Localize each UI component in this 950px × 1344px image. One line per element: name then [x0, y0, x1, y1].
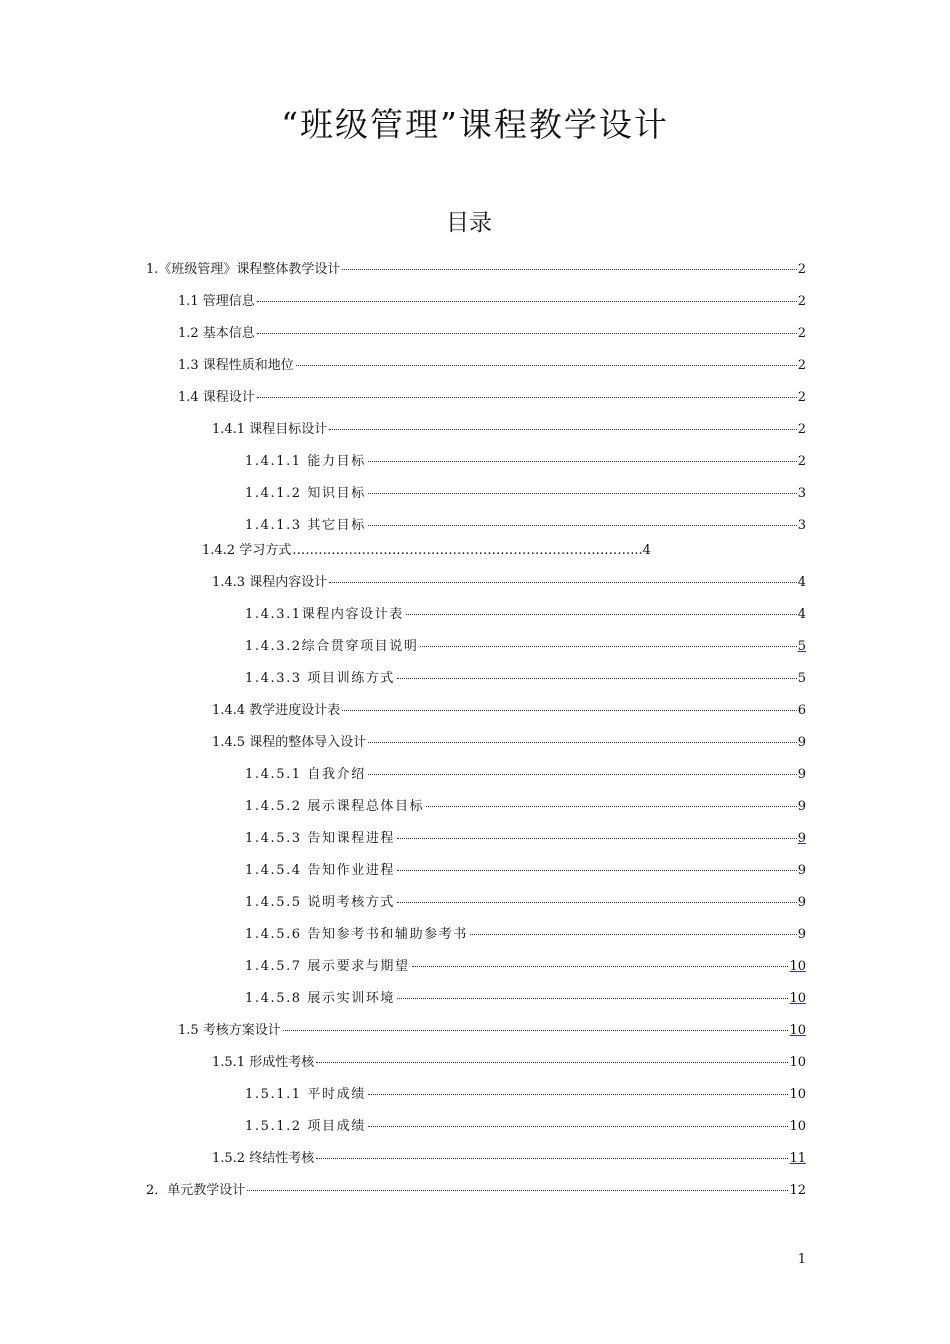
toc-entry-title: 1.5.1.1 平时成绩 [245, 1087, 366, 1102]
toc-entry[interactable] [202, 541, 651, 561]
toc-dot-leader: ……………………………………………………………………... [292, 543, 643, 558]
toc-entry[interactable] [245, 669, 806, 689]
toc-entry-title: 1.《班级管理》课程整体教学设计 [146, 262, 341, 277]
toc-dot-leader [368, 768, 797, 775]
toc-dot-leader [257, 391, 797, 398]
toc-dot-leader [397, 672, 797, 679]
toc-dot-leader [257, 327, 797, 334]
toc-entry[interactable] [245, 893, 806, 913]
toc-dot-leader [397, 832, 797, 839]
toc-entry-page: 10 [789, 991, 806, 1006]
toc-entry-page: 2 [797, 454, 806, 469]
toc-entry[interactable] [245, 989, 806, 1009]
toc-entry-page: 9 [797, 863, 806, 878]
toc-entry-title: 2．单元教学设计 [146, 1183, 246, 1198]
toc-entry-title: 1.4.5.3 告知课程进程 [245, 831, 396, 846]
toc-entry-page: 6 [797, 703, 806, 718]
toc-entry-page: 9 [797, 735, 806, 750]
toc-entry-page: 9 [797, 895, 806, 910]
toc-entry[interactable] [212, 420, 806, 440]
toc-entry-title: 1.5.1.2 项目成绩 [245, 1119, 366, 1134]
toc-entry[interactable] [212, 1149, 806, 1169]
toc-entry[interactable] [245, 1117, 806, 1137]
toc-entry-title: 1.4.5.2 展示课程总体目标 [245, 799, 425, 814]
toc-entry[interactable] [146, 260, 806, 280]
toc-entry-page: 9 [797, 927, 806, 942]
toc-entry-page: 10 [789, 1119, 806, 1134]
toc-entry-page: 10 [789, 1055, 806, 1070]
toc-entry-page: 10 [789, 1087, 806, 1102]
toc-dot-leader [397, 864, 797, 871]
toc-entry-page: 5 [797, 639, 806, 654]
toc-entry[interactable] [245, 1085, 806, 1105]
toc-entry-page: 10 [789, 959, 806, 974]
toc-entry[interactable] [178, 356, 806, 376]
toc-dot-leader [296, 359, 797, 366]
toc-entry-page: 3 [797, 486, 806, 501]
toc-entry-page: 9 [797, 799, 806, 814]
toc-entry[interactable] [245, 516, 806, 536]
toc-entry[interactable] [245, 925, 806, 945]
toc-entry-title: 1.4.5 课程的整体导入设计 [212, 735, 367, 750]
toc-dot-leader [368, 1088, 789, 1095]
toc-entry-page: 2 [797, 422, 806, 437]
toc-entry-title: 1.4.3.3 项目训练方式 [245, 671, 396, 686]
toc-dot-leader [247, 1184, 788, 1191]
toc-entry-title: 1.3 课程性质和地位 [178, 358, 294, 373]
toc-entry-title: 1.4.5.7 展示要求与期望 [245, 959, 410, 974]
toc-dot-leader [368, 736, 797, 743]
toc-dot-leader [316, 1056, 788, 1063]
toc-entry[interactable] [245, 861, 806, 881]
toc-dot-leader [470, 928, 797, 935]
toc-entry[interactable] [245, 484, 806, 504]
toc-dot-leader [257, 295, 797, 302]
toc-dot-leader [406, 608, 797, 615]
toc-dot-leader [342, 263, 796, 270]
toc-entry-title: 1.4.2 学习方式 [202, 543, 292, 558]
toc-dot-leader [368, 487, 797, 494]
toc-entry[interactable] [178, 292, 806, 312]
toc-entry-page: 2 [797, 390, 806, 405]
toc-entry[interactable] [178, 388, 806, 408]
page-number: 1 [797, 1252, 806, 1267]
toc-entry-title: 1.4.5.6 告知参考书和辅助参考书 [245, 927, 469, 942]
document-title: “班级管理”课程教学设计 [281, 105, 669, 144]
toc-entry[interactable] [245, 797, 806, 817]
toc-entry-page: 4 [797, 575, 806, 590]
toc-entry[interactable] [146, 1181, 806, 1201]
toc-entry[interactable] [245, 452, 806, 472]
toc-entry-title: 1.4.5.4 告知作业进程 [245, 863, 396, 878]
toc-entry-page: 5 [797, 671, 806, 686]
toc-entry-page: 2 [797, 294, 806, 309]
toc-entry-title: 1.4.1.3 其它目标 [245, 518, 366, 533]
toc-dot-leader [397, 992, 788, 999]
toc-entry[interactable] [245, 637, 806, 657]
toc-entry[interactable] [178, 324, 806, 344]
toc-entry-page: 9 [797, 767, 806, 782]
toc-entry-title: 1.5.1 形成性考核 [212, 1055, 315, 1070]
toc-entry-page: 12 [789, 1183, 806, 1198]
toc-entry-title: 1.4 课程设计 [178, 390, 255, 405]
toc-entry-page: 3 [797, 518, 806, 533]
toc-entry-page: 4 [642, 543, 651, 558]
toc-dot-leader [329, 423, 797, 430]
toc-entry-page: 2 [797, 326, 806, 341]
toc-entry-title: 1.4.3 课程内容设计 [212, 575, 328, 590]
toc-entry[interactable] [245, 957, 806, 977]
toc-entry[interactable] [245, 765, 806, 785]
toc-entry-page: 2 [797, 262, 806, 277]
toc-entry[interactable] [212, 1053, 806, 1073]
toc-dot-leader [368, 455, 797, 462]
toc-entry-title: 1.4.1.2 知识目标 [245, 486, 366, 501]
toc-entry[interactable] [245, 605, 806, 625]
toc-entry-title: 1.5.2 终结性考核 [212, 1151, 315, 1166]
toc-dot-leader [368, 519, 797, 526]
toc-entry-title: 1.5 考核方案设计 [178, 1023, 281, 1038]
toc-entry-title: 1.4.5.5 说明考核方式 [245, 895, 396, 910]
toc-dot-leader [397, 896, 797, 903]
toc-entry-title: 1.1 管理信息 [178, 294, 255, 309]
toc-entry[interactable] [212, 733, 806, 753]
toc-dot-leader [368, 1120, 789, 1127]
toc-entry-title: 1.4.5.8 展示实训环境 [245, 991, 396, 1006]
toc-entry-title: 1.4.3.1课程内容设计表 [245, 607, 404, 622]
toc-entry-title: 1.4.1.1 能力目标 [245, 454, 366, 469]
toc-entry-title: 1.4.4 教学进度设计表 [212, 703, 341, 718]
toc-entry[interactable] [212, 573, 806, 593]
toc-entry-page: 11 [789, 1151, 806, 1166]
toc-entry-page: 2 [797, 358, 806, 373]
toc-dot-leader [283, 1024, 789, 1031]
toc-entry-page: 10 [789, 1023, 806, 1038]
toc-entry[interactable] [178, 1021, 806, 1041]
toc-entry-title: 1.4.1 课程目标设计 [212, 422, 328, 437]
toc-entry[interactable] [245, 829, 806, 849]
toc-entry-page: 9 [797, 831, 806, 846]
toc-dot-leader [420, 640, 796, 647]
toc-entry-title: 1.4.5.1 自我介绍 [245, 767, 366, 782]
toc-dot-leader [329, 576, 797, 583]
toc-entry-title: 1.4.3.2综合贯穿项目说明 [245, 639, 419, 654]
toc-heading: 目录 [446, 210, 492, 236]
toc-dot-leader [316, 1152, 788, 1159]
toc-entry-title: 1.2 基本信息 [178, 326, 255, 341]
toc-dot-leader [426, 800, 797, 807]
toc-entry-page: 4 [797, 607, 806, 622]
toc-dot-leader [342, 704, 797, 711]
toc-dot-leader [412, 960, 789, 967]
toc-entry[interactable] [212, 701, 806, 721]
